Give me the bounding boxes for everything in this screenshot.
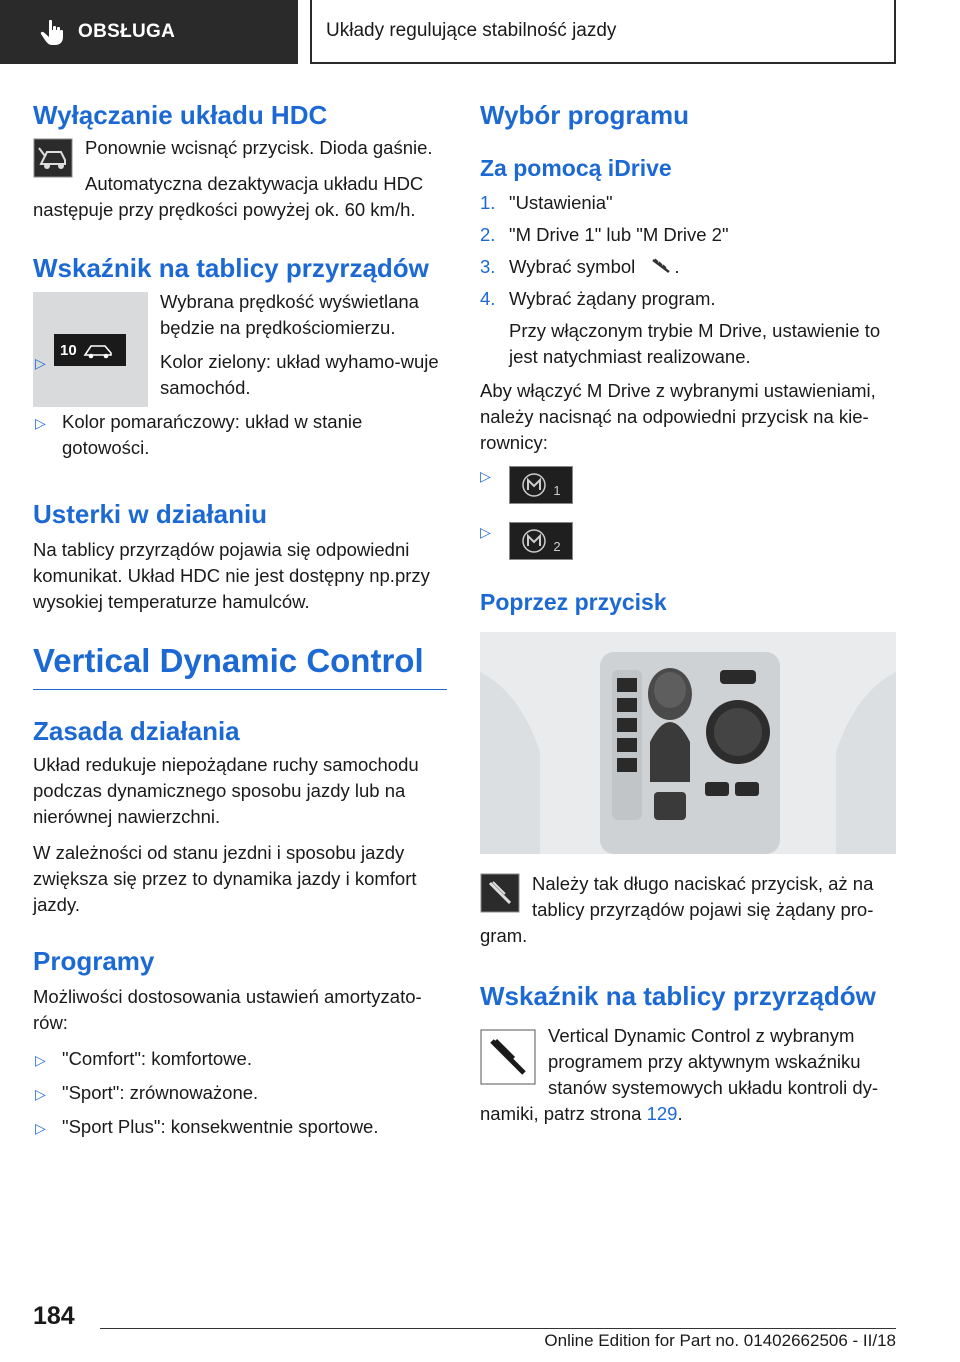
- hdc-button-icon: [33, 138, 73, 178]
- hand-pointer-icon: [38, 17, 68, 47]
- list-item: ▷ Kolor zielony: układ wyhamo-wuje samochód.: [35, 351, 439, 398]
- triangle-bullet-icon: ▷: [480, 524, 491, 540]
- list-item: [480, 466, 896, 504]
- m2-button-image: [509, 522, 573, 560]
- heading-choose-program: Wybór programu: [480, 100, 689, 130]
- heading-hdc-off: Wyłączanie układu HDC: [33, 100, 328, 130]
- list-item: 2. "M Drive 1" lub "M Drive 2": [480, 224, 729, 245]
- list-item: 4. Wybrać żądany program.: [480, 288, 716, 309]
- principle-text-1: Układ redukuje niepożądane ruchy samochodu podczas dynamicznego sposobu jazdy lub na nierównej nawierzchni.: [33, 754, 419, 827]
- triangle-bullet-icon: ▷: [35, 1120, 46, 1136]
- header-chapter-box: [310, 0, 896, 64]
- m1-button-image: [509, 466, 573, 504]
- center-console-image: [480, 632, 896, 854]
- list-item: [480, 522, 896, 560]
- footer-rule: [100, 1328, 896, 1329]
- heading-principle: Zasada działania: [33, 716, 240, 746]
- edition-text: Online Edition for Part no. 01402662506 - II/18: [544, 1331, 896, 1350]
- shock-absorber-icon: [648, 256, 674, 276]
- principle-text-2: W zależności od stanu jezdni i sposobu jazdy zwiększa się przez to dynamika jazdy i komfort jazdy.: [33, 842, 417, 915]
- section-label: OBSŁUGA: [78, 21, 176, 42]
- list-item: ▷ "Sport Plus": konsekwentnie sportowe.: [33, 1114, 447, 1140]
- left-column: [33, 100, 447, 1146]
- right-column: [480, 100, 896, 1127]
- list-item: 3. Wybrać symbol .: [480, 256, 680, 277]
- button-text: Należy tak długo naciskać przycisk, aż na tablicy przyrządów pojawi się żądany pro-gram.: [480, 873, 874, 946]
- step4-note: Przy włączonym trybie M Drive, ustawienie to jest natychmiast realizowane.: [509, 320, 881, 367]
- indicator2-text: Vertical Dynamic Control z wybranym programem przy aktywnym wskaźniku stanów systemowych układu kontroli dy-namiki, patrz strona 129.: [480, 1025, 879, 1124]
- page-ref-link[interactable]: 129: [646, 1103, 678, 1124]
- heading-via-button: Poprzez przycisk: [480, 589, 667, 615]
- shock-absorber-indicator-icon: [480, 1029, 536, 1085]
- hdc-off-text-2: Automatyczna dezaktywacja układu HDC następuje przy prędkości powyżej ok. 60 km/h.: [33, 173, 424, 220]
- programs-text: Możliwości dostosowania ustawień amortyzato-rów:: [33, 986, 422, 1033]
- list-item: 1. "Ustawienia": [480, 192, 613, 213]
- list-item: ▷ "Comfort": komfortowe.: [33, 1046, 447, 1072]
- triangle-bullet-icon: ▷: [35, 415, 46, 431]
- chapter-title: Układy regulujące stabilność jazdy: [326, 20, 617, 41]
- m-drive-icon: [521, 527, 553, 555]
- triangle-bullet-icon: ▷: [35, 355, 46, 371]
- heading-idrive: Za pomocą iDrive: [480, 155, 672, 181]
- triangle-bullet-icon: ▷: [480, 468, 491, 484]
- header-section-tab: [0, 0, 298, 64]
- mdrive-text: Aby włączyć M Drive z wybranymi ustawieniami, należy nacisnąć na odpowiedni przycisk na kie-rownicy:: [480, 380, 876, 453]
- triangle-bullet-icon: ▷: [35, 1086, 46, 1102]
- heading-programs: Programy: [33, 946, 155, 976]
- heading-indicator: Wskaźnik na tablicy przyrządów: [33, 253, 429, 283]
- m1-label: 1: [553, 482, 561, 498]
- heading-indicator-2: Wskaźnik na tablicy przyrządów: [480, 981, 876, 1011]
- page-number: 184: [33, 1302, 75, 1330]
- console-illustration: [480, 632, 896, 854]
- display-speed-value: 10: [60, 341, 77, 359]
- list-item: ▷ "Sport": zrównoważone.: [33, 1080, 447, 1106]
- hdc-off-text-1: Ponownie wcisnąć przycisk. Dioda gaśnie.: [85, 137, 433, 158]
- faults-text: Na tablicy przyrządów pojawia się odpowiedni komunikat. Układ HDC nie jest dostępny np.przy wysokiej temperaturze hamulców.: [33, 539, 430, 612]
- indicator-text: Wybrana prędkość wyświetlana będzie na prędkościomierzu.: [160, 291, 419, 338]
- shock-absorber-button-icon: [480, 873, 520, 913]
- heading-vdc: Vertical Dynamic Control: [33, 642, 424, 679]
- m2-label: 2: [553, 538, 561, 554]
- triangle-bullet-icon: ▷: [35, 1052, 46, 1068]
- heading-faults: Usterki w działaniu: [33, 499, 268, 529]
- m-drive-icon: [521, 471, 553, 499]
- list-item: ▷ Kolor pomarańczowy: układ w stanie gotowości.: [35, 411, 363, 458]
